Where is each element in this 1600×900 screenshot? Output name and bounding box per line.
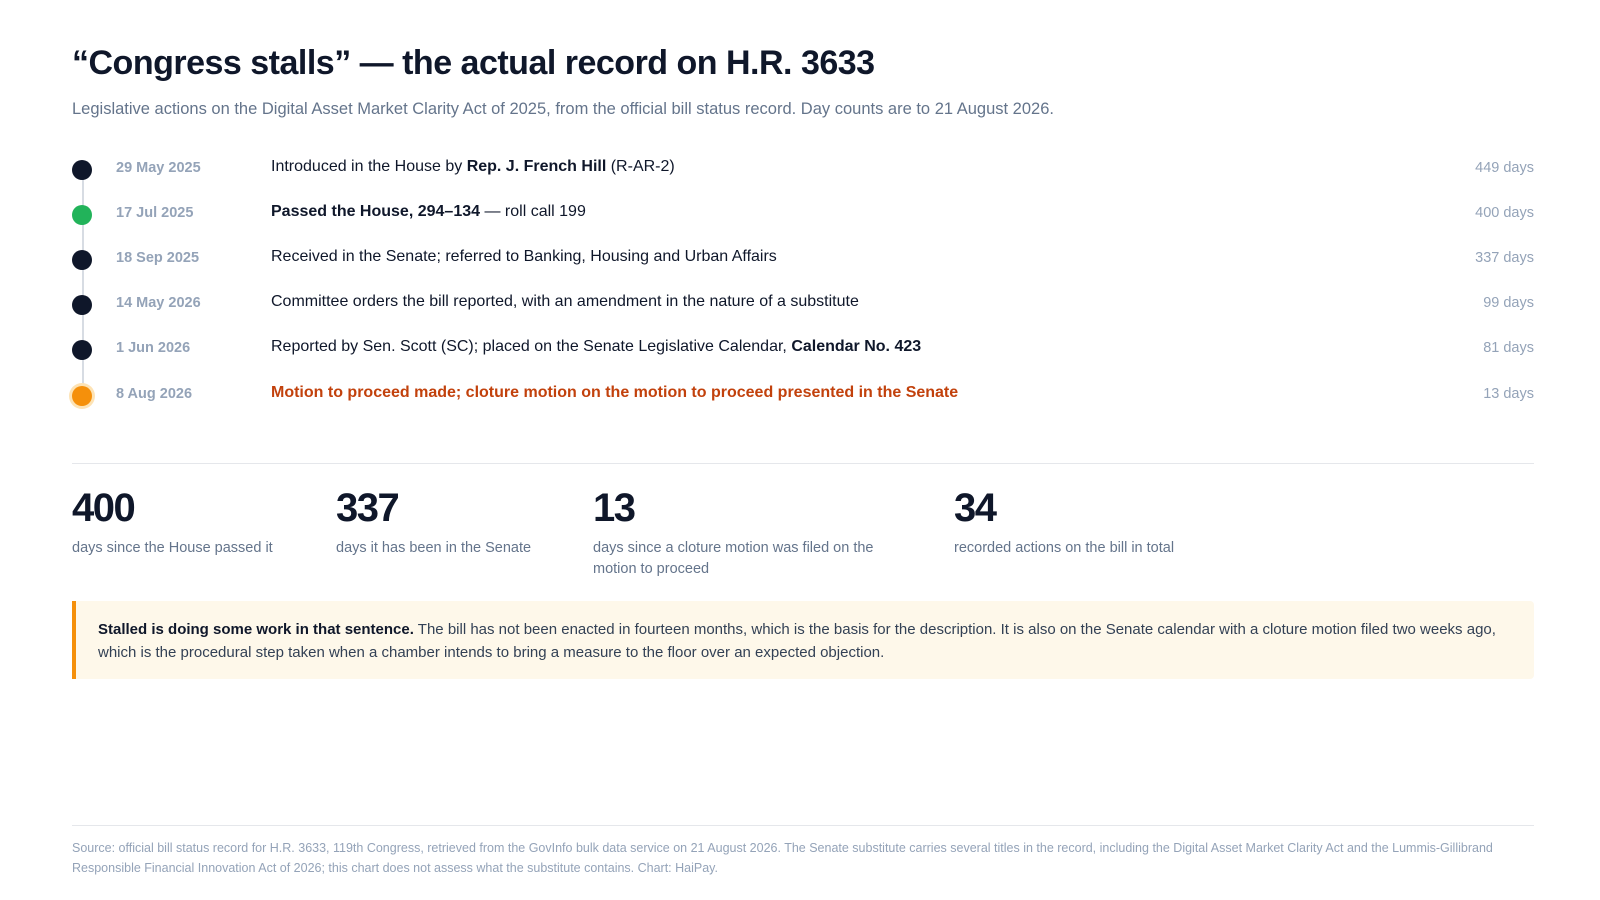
timeline-days: 81 days xyxy=(1483,340,1534,356)
timeline-row xyxy=(72,328,1534,374)
timeline-action: Committee orders the bill reported, with an amendment in the nature of a substitute xyxy=(271,293,859,310)
timeline-days: 400 days xyxy=(1475,205,1534,221)
callout-note xyxy=(72,601,1534,679)
stat-value: 400 xyxy=(72,486,135,530)
divider xyxy=(72,463,1534,464)
stat-label: days since the House passed it xyxy=(72,540,273,556)
timeline-dot xyxy=(72,295,92,315)
timeline-row xyxy=(72,374,1534,420)
timeline-action: Passed the House, 294–134 — roll call 199 xyxy=(271,203,586,220)
stat-total-actions xyxy=(954,486,1254,559)
stat-value: 13 xyxy=(593,486,635,530)
timeline-days: 13 days xyxy=(1483,386,1534,402)
stat-label: days it has been in the Senate xyxy=(336,540,532,556)
callout-body: The bill has not been enacted in fourteen months, which is the basis for the description. It is also on the Senate calendar with a cloture motion filed two weeks ago, which is the procedural step taken when a chamber intends to bring a measure to the floor over an expected objection. xyxy=(98,621,1496,661)
timeline-days: 449 days xyxy=(1475,160,1534,176)
timeline-days: 337 days xyxy=(1475,250,1534,266)
timeline-dot xyxy=(72,340,92,360)
footer-divider xyxy=(72,825,1534,826)
timeline-dot xyxy=(72,250,92,270)
source-note: Source: official bill status record for H.R. 3633, 119th Congress, retrieved from the GovInfo bulk data service on 21 August 2026. The Senate substitute carries several titles in the record, including the Digital Asset Market Clarity Act and the Lummis-Gillibrand Responsible Financial Innovation Act of 2026; this chart does not assess what the substitute contains. Chart: HaiPay. xyxy=(72,841,1493,875)
timeline-date: 1 Jun 2026 xyxy=(116,340,191,356)
page xyxy=(72,0,1534,900)
timeline-dot-passed xyxy=(72,205,92,225)
timeline-date: 17 Jul 2025 xyxy=(116,205,194,221)
timeline-action: Reported by Sen. Scott (SC); placed on the Senate Legislative Calendar, Calendar No. 423 xyxy=(271,338,922,355)
timeline-dot-latest xyxy=(72,386,92,406)
timeline-days: 99 days xyxy=(1483,295,1534,311)
stat-in-senate xyxy=(336,486,566,559)
page-title: “Congress stalls” — the actual record on H.R. 3633 xyxy=(72,44,875,82)
page-subtitle: Legislative actions on the Digital Asset Market Clarity Act of 2025, from the official bill status record. Day counts are to 21 August 2026. xyxy=(72,100,1054,118)
timeline xyxy=(72,148,1534,448)
stat-cloture xyxy=(593,486,903,580)
timeline-row xyxy=(72,148,1534,194)
timeline-action-latest: Motion to proceed made; cloture motion on the motion to proceed presented in the Senate xyxy=(271,384,959,401)
timeline-date: 8 Aug 2026 xyxy=(116,386,193,402)
callout-lead: Stalled is doing some work in that sentence. xyxy=(98,621,414,638)
timeline-row xyxy=(72,283,1534,329)
stat-value: 337 xyxy=(336,486,399,530)
timeline-row xyxy=(72,193,1534,239)
stat-label: days since a cloture motion was filed on the motion to proceed xyxy=(593,540,874,577)
timeline-date: 18 Sep 2025 xyxy=(116,250,200,266)
timeline-row xyxy=(72,238,1534,284)
timeline-action: Introduced in the House by Rep. J. French Hill (R-AR-2) xyxy=(271,158,675,175)
timeline-date: 29 May 2025 xyxy=(116,160,201,176)
stat-label: recorded actions on the bill in total xyxy=(954,540,1175,556)
stat-value: 34 xyxy=(954,486,996,530)
timeline-action: Received in the Senate; referred to Banking, Housing and Urban Affairs xyxy=(271,248,777,265)
timeline-dot xyxy=(72,160,92,180)
timeline-date: 14 May 2026 xyxy=(116,295,201,311)
stat-house-passed xyxy=(72,486,302,559)
